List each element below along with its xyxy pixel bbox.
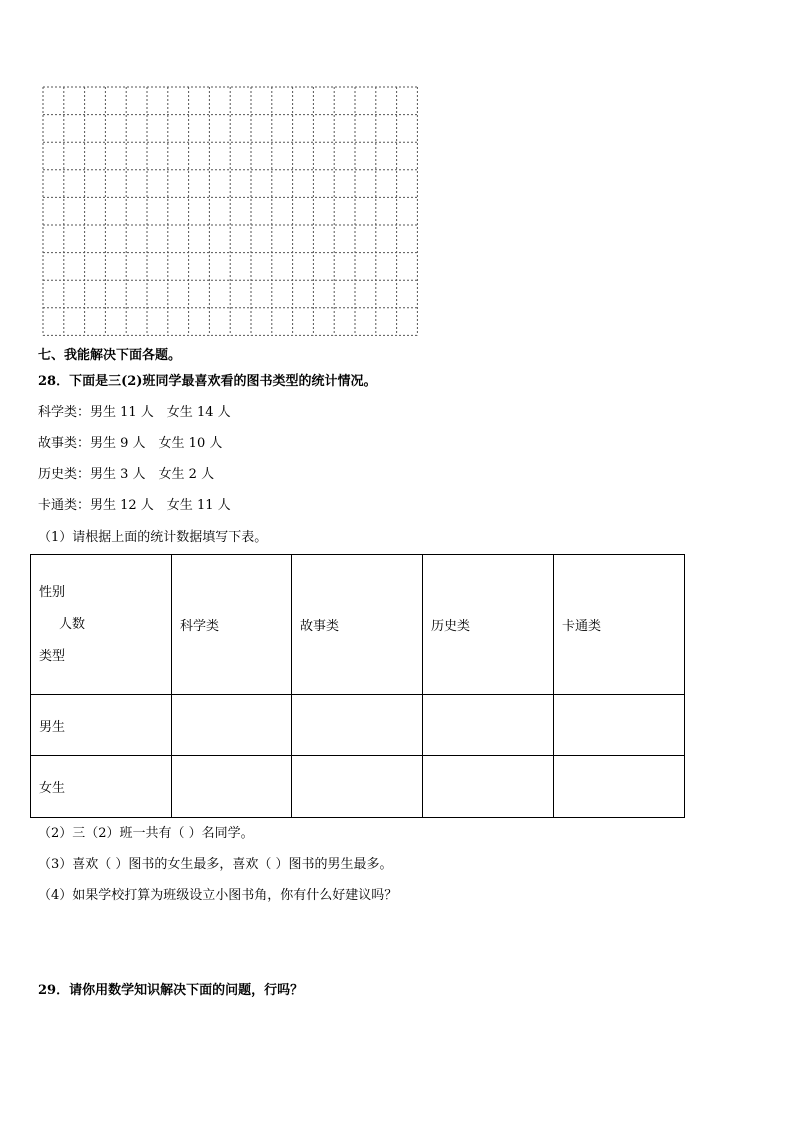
answer-cell-girls-story[interactable] bbox=[292, 756, 423, 818]
answer-cell-girls-science[interactable] bbox=[172, 756, 292, 818]
column-header-cartoon: 卡通类 bbox=[554, 555, 685, 695]
header-corner-cell bbox=[31, 555, 172, 695]
data-line-cartoon: 卡通类：男生 12 人 女生 11 人 bbox=[38, 498, 231, 513]
column-header-story: 故事类 bbox=[292, 555, 423, 695]
header-gender-label: 性别 bbox=[39, 584, 66, 600]
answer-cell-girls-history[interactable] bbox=[423, 756, 554, 818]
statistics-table bbox=[30, 554, 685, 818]
answer-cell-boys-cartoon[interactable] bbox=[554, 695, 685, 756]
table-row bbox=[31, 756, 685, 818]
data-line-history: 历史类：男生 3 人 女生 2 人 bbox=[38, 467, 215, 482]
row-header-boys: 男生 bbox=[31, 695, 172, 756]
answer-cell-girls-cartoon[interactable] bbox=[554, 756, 685, 818]
sub-question-4: （4）如果学校打算为班级设立小图书角，你有什么好建议吗？ bbox=[38, 888, 398, 903]
sub-question-1: （1）请根据上面的统计数据填写下表。 bbox=[38, 530, 268, 545]
table-header-row bbox=[31, 555, 685, 695]
table-row bbox=[31, 695, 685, 756]
answer-cell-boys-science[interactable] bbox=[172, 695, 292, 756]
sub-question-3: （3）喜欢（ ）图书的女生最多，喜欢（ ）图书的男生最多。 bbox=[38, 857, 393, 872]
header-count-label: 人数 bbox=[59, 616, 86, 632]
header-type-label: 类型 bbox=[39, 648, 66, 664]
question-29: 29．请你用数学知识解决下面的问题，行吗？ bbox=[38, 983, 304, 998]
answer-cell-boys-story[interactable] bbox=[292, 695, 423, 756]
data-line-science: 科学类：男生 11 人 女生 14 人 bbox=[38, 405, 231, 420]
section-title: 七、我能解决下面各题。 bbox=[38, 348, 182, 363]
question-28-intro: 28．下面是三(2)班同学最喜欢看的图书类型的统计情况。 bbox=[38, 374, 377, 389]
writing-grid bbox=[42, 86, 418, 338]
row-header-girls: 女生 bbox=[31, 756, 172, 818]
data-line-story: 故事类：男生 9 人 女生 10 人 bbox=[38, 436, 223, 451]
sub-question-2: （2）三（2）班一共有（ ）名同学。 bbox=[38, 826, 254, 841]
answer-cell-boys-history[interactable] bbox=[423, 695, 554, 756]
column-header-science: 科学类 bbox=[172, 555, 292, 695]
column-header-history: 历史类 bbox=[423, 555, 554, 695]
